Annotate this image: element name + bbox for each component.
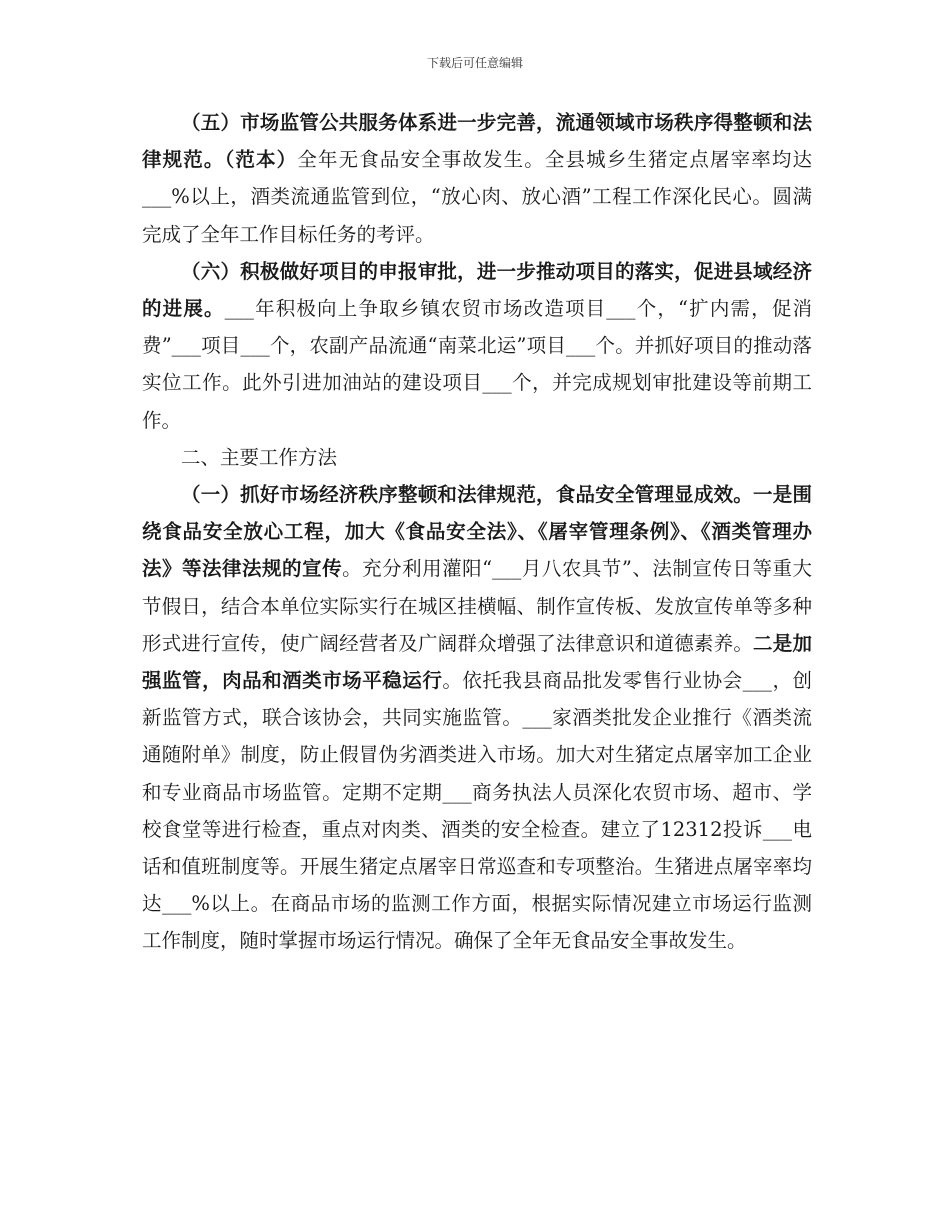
bold-text-segment: （一）抓好市场经济秩序整顿和法律规范，食品安全管理显成效。一是围绕食品安全放心工程，加大《食品安全法》、《屠宰管理条例》、《酒类管理办法》等法律法规的宣传 xyxy=(142,483,812,581)
body-paragraph xyxy=(142,104,812,253)
text-segment: 。充分利用灌阳“___月八农具节”、法制宣传日等重大节假日，结合本单位实际实行在城区挂横幅、制作宣传板、发放宣传单等多种形式进行宣传，使广阔经营者及广阔群众增强了法律意识和道德素养。 xyxy=(142,557,812,655)
body-paragraph xyxy=(142,253,812,439)
text-segment: 二、主要工作方法 xyxy=(181,445,338,469)
text-segment: 全年无食品安全事故发生。全县城乡生猪定点屠宰率均达___%以上，酒类流通监管到位，“放心肉、放心酒”工程工作深化民心。圆满完成了全年工作目标任务的考评。 xyxy=(142,148,812,246)
bold-text-segment: （五）市场监管公共服务体系进一步完善，流通领域市场秩序得整顿和法律规范。（范本） xyxy=(142,111,812,172)
body-paragraph xyxy=(142,476,812,960)
page-header: 下载后可任意编辑 xyxy=(426,56,523,70)
bold-text-segment: （六）积极做好项目的申报审批，进一步推动项目的落实，促进县域经济的进展。 xyxy=(142,259,812,321)
document-body xyxy=(142,104,812,960)
text-segment: ___年积极向上争取乡镇农贸市场改造项目___个，“扩内需，促消费”___项目___个，农副产品流通“南菜北运”项目___个。并抓好项目的推动落实位工作。此外引进加油站的建设项目___个，并完成规划审批建设等前期工作。 xyxy=(142,297,812,432)
bold-text-segment: 二是加强监管，肉品和酒类市场平稳运行 xyxy=(142,631,812,693)
text-segment: 。依托我县商品批发零售行业协会___，创新监管方式，联合该协会，共同实施监管。___家酒类批发企业推行《酒类流通随附单》制度，防止假冒伪劣酒类进入市场。加大对生猪定点屠宰加工企业和专业商品市场监管。定期不定期___商务执法人员深化农贸市场、超市、学校食堂等进行检查，重点对肉类、酒类的安全检查。建立了12312投诉___电话和值班制度等。开展生猪定点屠宰日常巡查和专项整治。生猪进点屠宰率均达___%以上。在商品市场的监测工作方面，根据实际情况建立市场运行监测工作制度，随时掌握市场运行情况。确保了全年无食品安全事故发生。 xyxy=(142,669,812,953)
body-paragraph xyxy=(142,439,812,476)
